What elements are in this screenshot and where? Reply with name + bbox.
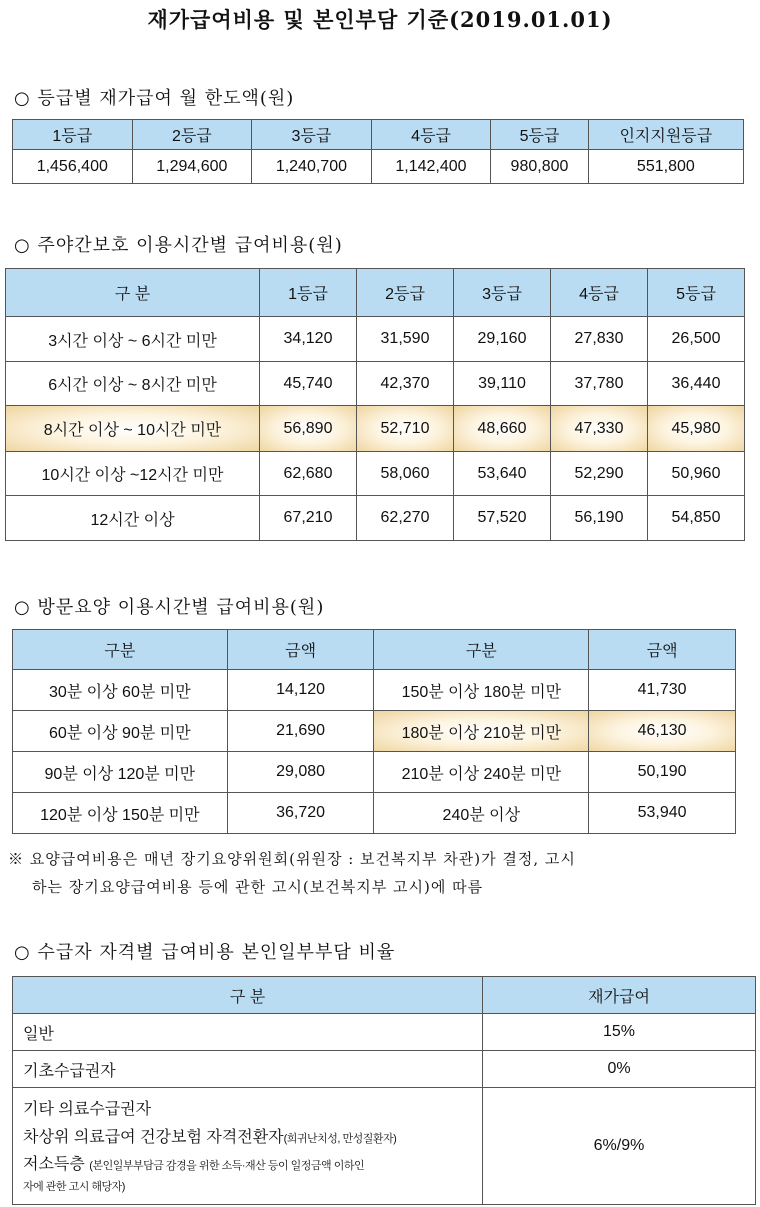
table-row: [13, 711, 736, 752]
table-row: [6, 317, 745, 362]
category-detail: (희귀난치성, 만성질환자): [283, 1133, 397, 1145]
amount-value: 53,940: [589, 793, 736, 834]
section-heading-copayment: ○ 수급자 자격별 급여비용 본인일부부담 비율: [14, 942, 396, 963]
column-header: 2등급: [357, 269, 454, 317]
section-heading-home-care: ○ 방문요양 이용시간별 급여비용(원): [14, 597, 325, 618]
category-detail: 자에 관한 고시 해당자): [23, 1181, 125, 1193]
column-header: 구분: [13, 630, 228, 670]
time-range: 6시간 이상 ~ 8시간 미만: [6, 362, 260, 406]
duration-range: 120분 이상 150분 미만: [13, 793, 228, 834]
time-range: 10시간 이상 ~12시간 미만: [6, 452, 260, 496]
page-title: 재가급여비용 및 본인부담 기준(2019.01.01): [147, 7, 613, 32]
table-row: [6, 452, 745, 496]
column-header: 1등급: [260, 269, 357, 317]
cost-value: 57,520: [454, 496, 551, 541]
limit-value: 1,240,700: [252, 150, 372, 184]
cost-value: 34,120: [260, 317, 357, 362]
duration-range: 60분 이상 90분 미만: [13, 711, 228, 752]
category-label-multi: [13, 1088, 483, 1205]
monthly-limit-table: [12, 119, 744, 184]
table-row: [6, 362, 745, 406]
category-text: 차상위 의료급여 건강보험 자격전환자: [23, 1129, 284, 1146]
amount-value-highlighted: 46,130: [589, 711, 736, 752]
day-night-care-table: [5, 268, 745, 541]
limit-value: 551,800: [588, 150, 743, 184]
amount-value: 36,720: [227, 793, 374, 834]
note-line-2: 하는 장기요양급여비용 등에 관한 고시(보건복지부 고시)에 따름: [32, 878, 484, 896]
cost-value: 39,110: [454, 362, 551, 406]
ratio-value: 15%: [483, 1014, 756, 1051]
grade-header: 1등급: [13, 120, 133, 150]
ratio-value: 6%/9%: [483, 1088, 756, 1205]
column-header: 구 분: [6, 269, 260, 317]
table-row: [13, 793, 736, 834]
table-row: [6, 496, 745, 541]
category-label: 일반: [13, 1014, 483, 1051]
cost-value: 37,780: [551, 362, 648, 406]
category-label: 기초수급권자: [13, 1051, 483, 1088]
duration-range: 240분 이상: [374, 793, 589, 834]
section-heading-day-night-care: ○ 주야간보호 이용시간별 급여비용(원): [14, 235, 343, 256]
duration-range: 150분 이상 180분 미만: [374, 670, 589, 711]
table-row: [13, 752, 736, 793]
cost-value: 31,590: [357, 317, 454, 362]
limit-value: 1,142,400: [371, 150, 491, 184]
cost-value: 52,710: [357, 406, 454, 452]
cost-value: 45,980: [648, 406, 745, 452]
cost-value: 42,370: [357, 362, 454, 406]
grade-header: 2등급: [132, 120, 252, 150]
table-row: [13, 1051, 756, 1088]
cost-value: 36,440: [648, 362, 745, 406]
table-row-highlighted: [6, 406, 745, 452]
grade-header: 4등급: [371, 120, 491, 150]
duration-range-highlighted: 180분 이상 210분 미만: [374, 711, 589, 752]
cost-value: 48,660: [454, 406, 551, 452]
duration-range: 30분 이상 60분 미만: [13, 670, 228, 711]
cost-value: 27,830: [551, 317, 648, 362]
category-text: 저소득층: [23, 1156, 85, 1173]
amount-value: 29,080: [227, 752, 374, 793]
limit-value: 1,294,600: [132, 150, 252, 184]
cost-value: 52,290: [551, 452, 648, 496]
column-header: 재가급여: [483, 977, 756, 1014]
cost-value: 54,850: [648, 496, 745, 541]
column-header: 5등급: [648, 269, 745, 317]
home-care-table: [12, 629, 736, 834]
cost-value: 47,330: [551, 406, 648, 452]
limit-value: 1,456,400: [13, 150, 133, 184]
time-range: 3시간 이상 ~ 6시간 미만: [6, 317, 260, 362]
column-header: 구분: [374, 630, 589, 670]
category-line: [23, 1124, 482, 1153]
column-header: 4등급: [551, 269, 648, 317]
category-detail: (본인일부부담금 감경을 위한 소득·재산 등이 일정금액 이하인: [89, 1160, 365, 1172]
cost-value: 62,680: [260, 452, 357, 496]
note-line-1: ※ 요양급여비용은 매년 장기요양위원회(위원장 : 보건복지부 차관)가 결정, 고시: [8, 850, 576, 868]
column-header: 금액: [227, 630, 374, 670]
duration-range: 90분 이상 120분 미만: [13, 752, 228, 793]
column-header: 금액: [589, 630, 736, 670]
cost-value: 26,500: [648, 317, 745, 362]
amount-value: 21,690: [227, 711, 374, 752]
column-header: 3등급: [454, 269, 551, 317]
cost-value: 29,160: [454, 317, 551, 362]
category-line: 기타 의료수급권자: [23, 1101, 152, 1118]
time-range: 8시간 이상 ~ 10시간 미만: [6, 406, 260, 452]
cost-value: 56,190: [551, 496, 648, 541]
amount-value: 50,190: [589, 752, 736, 793]
time-range: 12시간 이상: [6, 496, 260, 541]
duration-range: 210분 이상 240분 미만: [374, 752, 589, 793]
copayment-table: [12, 976, 756, 1205]
grade-header: 5등급: [491, 120, 588, 150]
cost-value: 53,640: [454, 452, 551, 496]
ratio-value: 0%: [483, 1051, 756, 1088]
cost-value: 56,890: [260, 406, 357, 452]
limit-value: 980,800: [491, 150, 588, 184]
table-row: [13, 1088, 756, 1205]
cost-value: 62,270: [357, 496, 454, 541]
section-heading-monthly-limit: ○ 등급별 재가급여 월 한도액(원): [14, 88, 295, 109]
table-row: [13, 1014, 756, 1051]
cost-value: 58,060: [357, 452, 454, 496]
amount-value: 41,730: [589, 670, 736, 711]
grade-header: 3등급: [252, 120, 372, 150]
column-header: 구 분: [13, 977, 483, 1014]
cost-value: 67,210: [260, 496, 357, 541]
table-row: [13, 670, 736, 711]
grade-header: 인지지원등급: [588, 120, 743, 150]
cost-value: 50,960: [648, 452, 745, 496]
cost-value: 45,740: [260, 362, 357, 406]
category-line: [23, 1153, 482, 1178]
amount-value: 14,120: [227, 670, 374, 711]
